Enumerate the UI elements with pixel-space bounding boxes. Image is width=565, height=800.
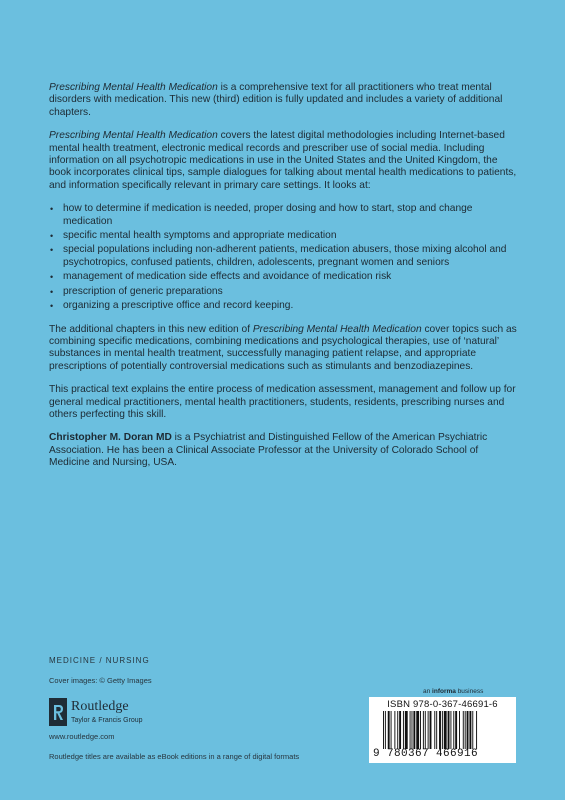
- list-item: • organizing a prescriptive office and record keeping.: [49, 300, 519, 312]
- barcode-bar: [388, 711, 390, 749]
- additional-chapters-paragraph: The additional chapters in this new edition of Prescribing Mental Health Medication cover topics such as combining specific medications, combining medications and psychological therapies, use of ‘natural’ substances in mental health treatment, successfully managing patient relapse, and appropriate prescriptions of potentially controversial medications such as stimulants and benzodiazepines.: [49, 323, 517, 372]
- barcode-bar: [434, 711, 435, 749]
- barcode-bar: [442, 711, 443, 749]
- cover-credit: Cover images: © Getty Images: [49, 676, 152, 685]
- barcode-bar: [405, 711, 408, 749]
- barcode-bar: [450, 711, 451, 749]
- barcode-bar: [394, 711, 395, 749]
- blurb: [49, 82, 519, 481]
- barcode-bars: [383, 711, 513, 749]
- list-item: • management of medication side effects and avoidance of medication risk: [49, 271, 519, 283]
- isbn-number: ISBN 978-0-367-46691-6: [387, 699, 498, 710]
- barcode-bar: [436, 711, 437, 749]
- author-paragraph: Christopher M. Doran MD is a Psychiatrist and Distinguished Fellow of the American Psychiatric Association. He has been a Clinical Associate Professor at the University of Colorado School of Medicine and Nursing, USA.: [49, 432, 488, 469]
- book-title: Prescribing Mental Health Medication: [49, 82, 218, 93]
- barcode-bar: [444, 711, 447, 749]
- book-title: Prescribing Mental Health Medication: [252, 323, 422, 335]
- barcode-bar: [463, 711, 464, 749]
- ean-digits: 9 780367 466916: [373, 748, 479, 760]
- list-item: • prescription of generic preparations: [49, 286, 519, 298]
- list-item: • specific mental health symptoms and appropriate medication: [49, 230, 519, 242]
- barcode-bar: [397, 711, 398, 749]
- barcode-bar: [467, 711, 469, 749]
- barcode-bar: [425, 711, 426, 749]
- barcode-bar: [476, 711, 477, 749]
- coverage-paragraph: Prescribing Mental Health Medication covers the latest digital methodologies including Internet-based mental health treatment, electronic medical records and prescriber use of social media. Including information on all psychotropic medications in use in the United States and the United Kingdom, the book incorporates clinical tips, sample dialogues for talking about mental health medications to patients, and information specifically relevant in primary care settings. It looks at:: [49, 130, 517, 191]
- subject-category: MEDICINE / NURSING: [49, 656, 150, 665]
- routledge-logo-icon: [49, 698, 67, 726]
- barcode-bar: [399, 711, 401, 749]
- ebook-note: Routledge titles are available as eBook editions in a range of digital formats: [49, 752, 300, 761]
- barcode-bar: [455, 711, 457, 749]
- barcode-bar: [472, 711, 473, 749]
- list-item: • special populations including non-adherent patients, medication abusers, those mixing alcohol and psychotropics, confused patients, children, adolescents, pregnant women and seniors: [49, 244, 519, 269]
- informa-business-label: an informa business: [423, 688, 484, 695]
- list-item: • how to determine if medication is needed, proper dosing and how to start, stop and change medication: [49, 203, 519, 228]
- barcode-bar: [453, 711, 454, 749]
- barcode-bar: [391, 711, 392, 749]
- practical-text-paragraph: This practical text explains the entire process of medication assessment, management and follow up for general medical practitioners, mental health practitioners, students, residents, prescribing nurses and others perfecting this skill.: [49, 384, 516, 420]
- barcode-bar: [403, 711, 404, 749]
- barcode: [369, 697, 516, 763]
- barcode-bar: [459, 711, 460, 749]
- publisher-logo: [49, 698, 209, 728]
- intro-paragraph: Prescribing Mental Health Medication is a comprehensive text for all practitioners who treat mental disorders with medication. This new (third) edition is fully updated and includes a variety of additional chapters.: [49, 82, 503, 118]
- author-name: Christopher M. Doran MD: [49, 432, 172, 444]
- barcode-bar: [385, 711, 386, 749]
- barcode-bar: [383, 711, 384, 749]
- barcode-bar: [410, 711, 411, 749]
- barcode-bar: [439, 711, 441, 749]
- publisher-url: www.routledge.com: [49, 732, 115, 741]
- book-title: Prescribing Mental Health Medication: [49, 130, 218, 142]
- topics-list: [49, 203, 519, 312]
- barcode-bar: [423, 711, 424, 749]
- barcode-bar: [412, 711, 413, 749]
- barcode-bar: [469, 711, 471, 749]
- barcode-bar: [413, 711, 415, 749]
- barcode-bar: [428, 711, 429, 749]
- barcode-bar: [430, 711, 432, 749]
- barcode-bar: [448, 711, 450, 749]
- publisher-name: Routledge: [71, 699, 129, 714]
- barcode-bar: [420, 711, 421, 749]
- barcode-bar: [416, 711, 419, 749]
- publisher-group: Taylor & Francis Group: [71, 717, 143, 724]
- barcode-bar: [465, 711, 466, 749]
